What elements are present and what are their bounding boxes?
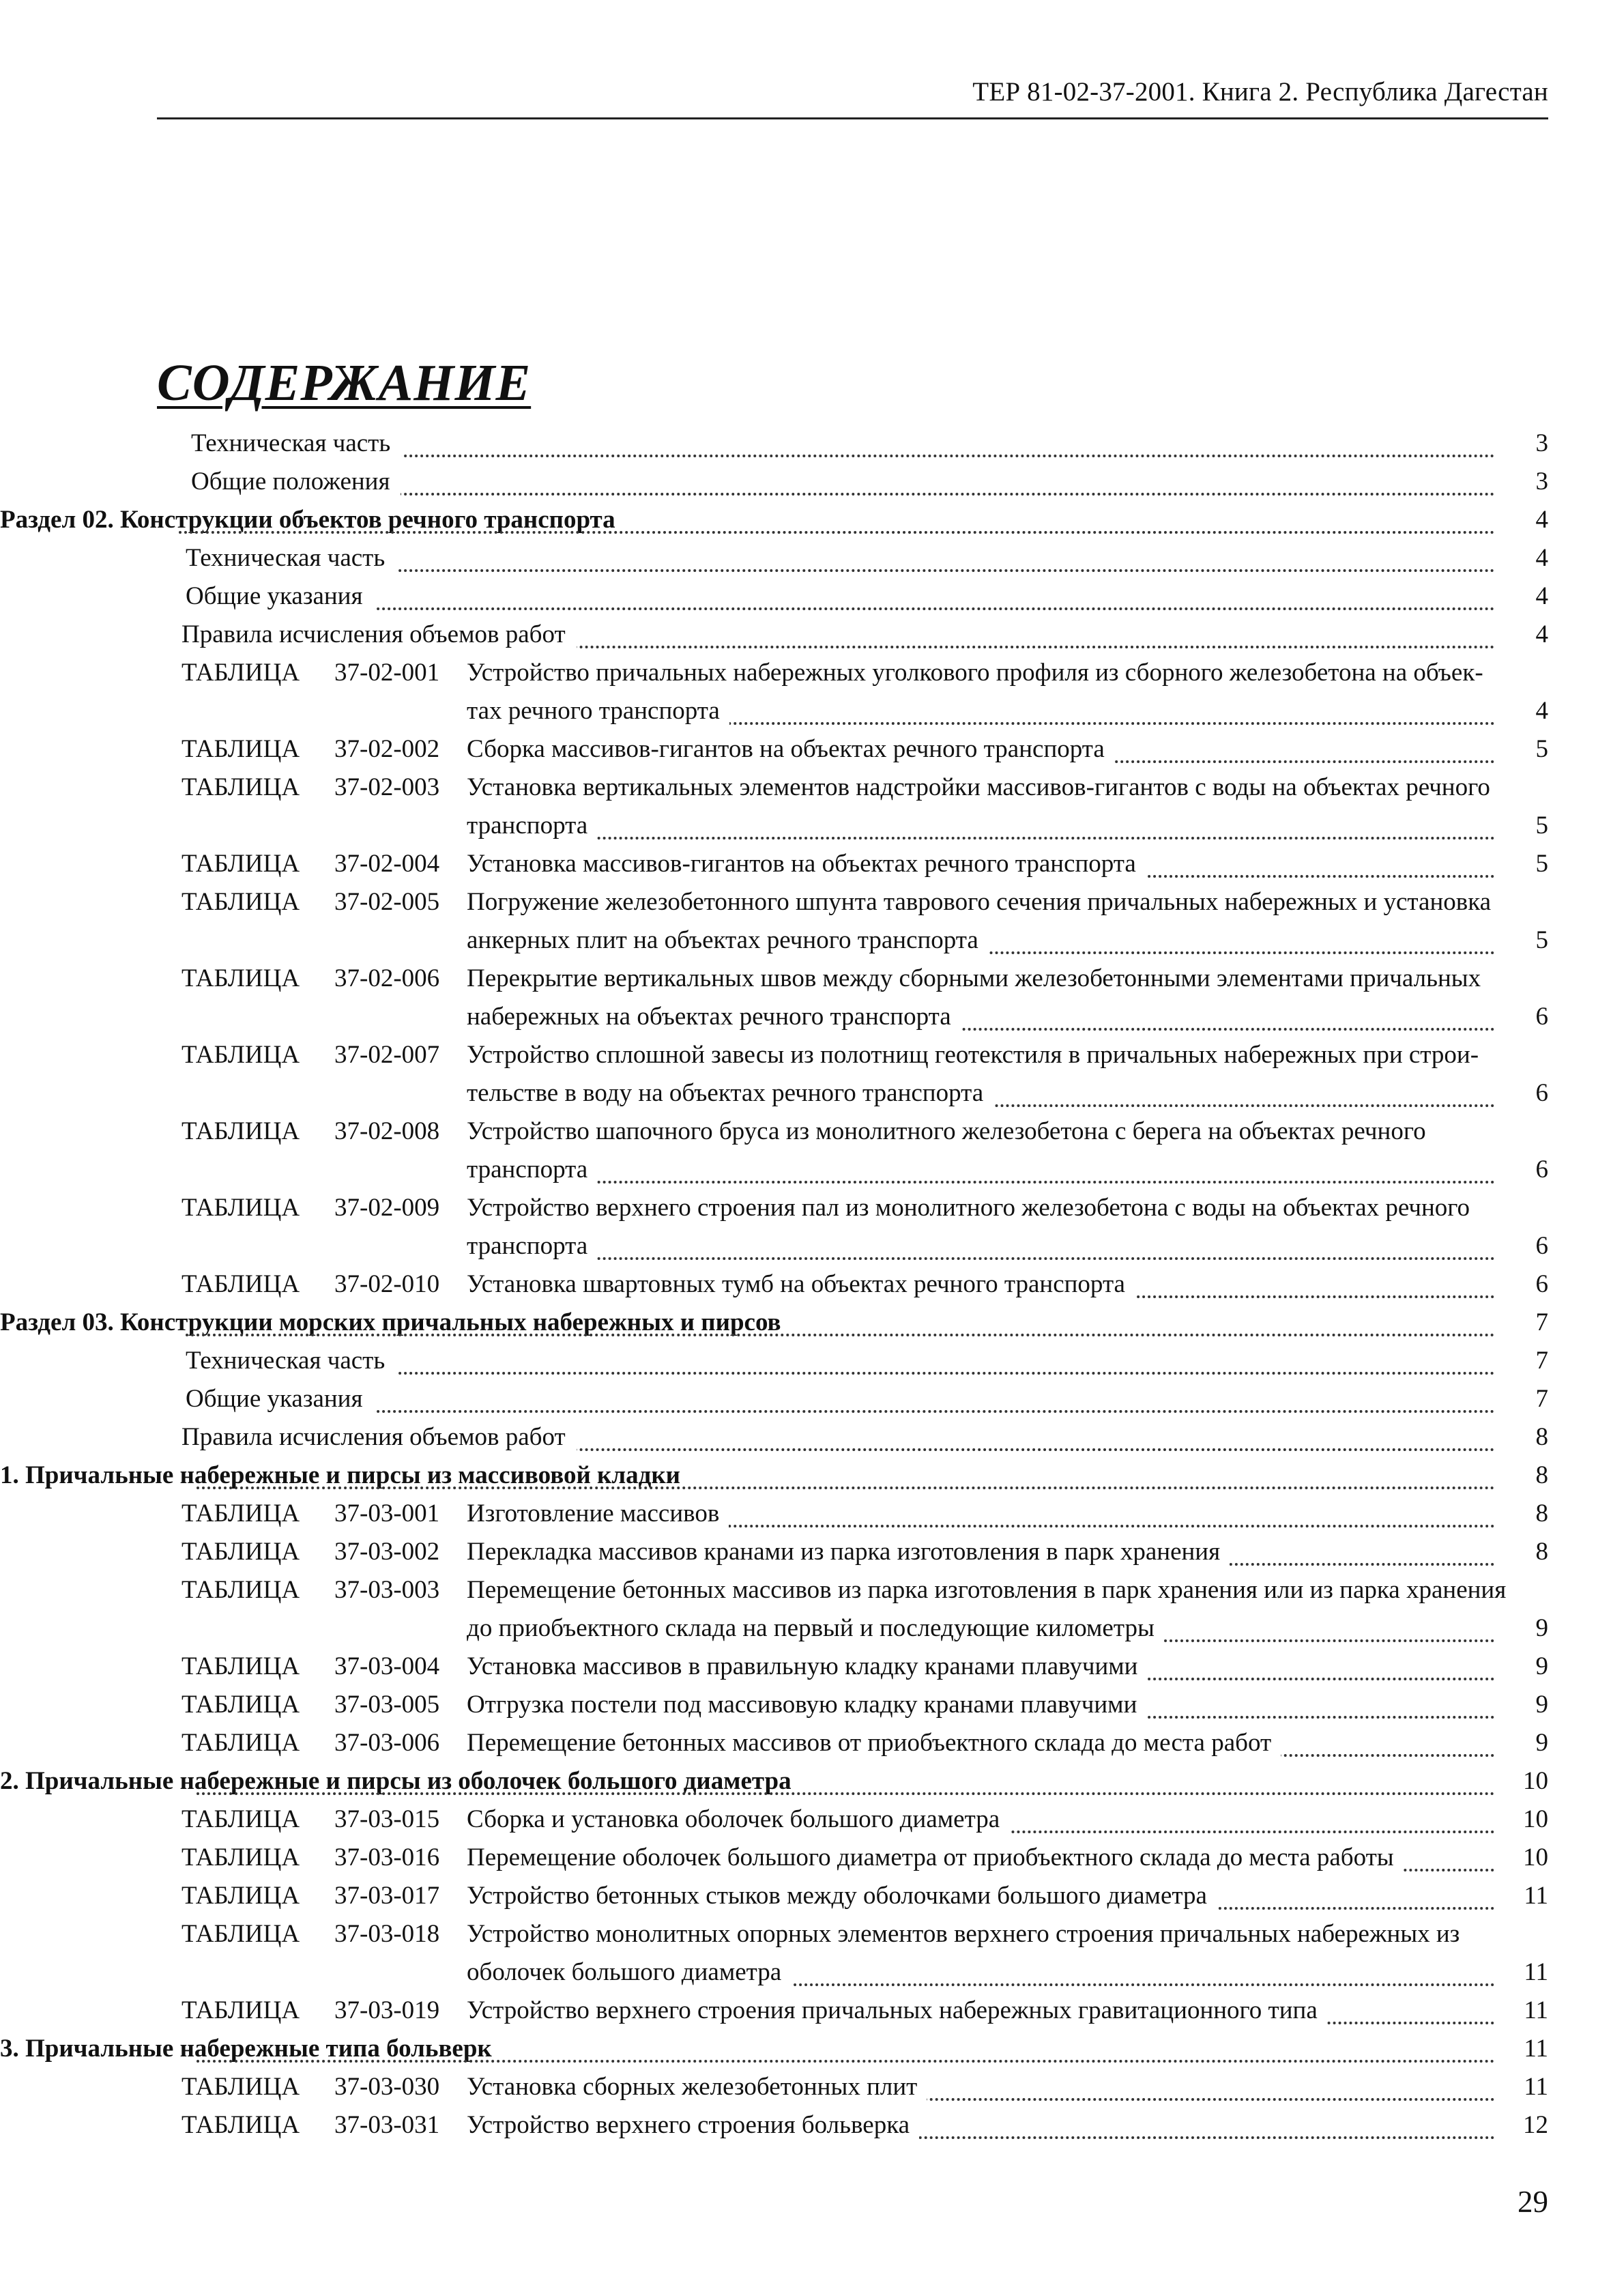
page-ref: 8: [1535, 1461, 1548, 1489]
table-title-text: Перекладка массивов кранами из парка изготовления в парк хранения: [467, 1538, 1230, 1566]
table-title: [467, 1189, 1504, 1265]
toc-table-entry: [0, 654, 1611, 730]
toc-table-entry: [0, 1533, 1611, 1571]
page-ref: 6: [1535, 1156, 1548, 1183]
table-code: 37-03-005: [334, 1691, 440, 1719]
toc-table-entry: [0, 1686, 1611, 1724]
table-label: ТАБЛИЦА: [182, 888, 300, 916]
table-title: [467, 654, 1504, 730]
table-title: [467, 1800, 1504, 1839]
entry-label: Правила исчисления объемов работ: [182, 616, 577, 654]
leader-dots: [467, 837, 1495, 840]
leader-dots: [197, 1487, 1495, 1489]
table-code: 37-02-005: [334, 888, 440, 916]
table-title-line: [467, 2068, 1504, 2106]
table-label: ТАБЛИЦА: [182, 1652, 300, 1680]
table-title-line: [467, 1953, 1504, 1992]
page-ref: 5: [1535, 926, 1548, 954]
table-title-text: Отгрузка постели под массивовую кладку кранами плавучими: [467, 1691, 1146, 1719]
toc-table-entry: [0, 1113, 1611, 1189]
table-label: ТАБЛИЦА: [182, 964, 300, 992]
toc-entry: [0, 577, 1611, 616]
entry-label: Общие положения: [191, 463, 401, 501]
table-title-line: [467, 1074, 1504, 1113]
page-ref: 4: [1535, 506, 1548, 534]
table-title-text: Перекрытие вертикальных швов между сборными железобетонными элементами причальных: [467, 964, 1490, 992]
table-label: ТАБЛИЦА: [182, 1041, 300, 1069]
table-title: [467, 960, 1504, 1036]
table-code: 37-02-004: [334, 850, 440, 878]
toc-table-entry: [0, 2068, 1611, 2106]
toc-table-entry: [0, 730, 1611, 769]
table-title-line: [467, 807, 1504, 845]
table-code: 37-03-017: [334, 1882, 440, 1910]
table-title-line: [467, 1800, 1504, 1839]
table-title: [467, 1495, 1504, 1533]
table-title-text: Устройство бетонных стыков между оболочками большого диаметра: [467, 1882, 1217, 1910]
table-label: ТАБЛИЦА: [182, 1805, 300, 1833]
page-ref: 8: [1535, 1538, 1548, 1566]
table-code: 37-03-015: [334, 1805, 440, 1833]
table-title-line: [467, 845, 1504, 883]
table-title-line: [467, 1571, 1507, 1609]
table-title-text: транспорта: [467, 1232, 597, 1260]
table-label: ТАБЛИЦА: [182, 659, 300, 687]
table-label: ТАБЛИЦА: [182, 1194, 300, 1222]
leader-dots: [467, 1257, 1495, 1260]
page-ref: 5: [1535, 812, 1548, 840]
page-header: ТЕР 81-02-37-2001. Книга 2. Республика Дагестан: [972, 77, 1548, 106]
table-title-text: оболочек большого диаметра: [467, 1958, 791, 1986]
table-title-line: [467, 1686, 1504, 1724]
page-number: 29: [1518, 2185, 1548, 2219]
toc-table-entry: [0, 1495, 1611, 1533]
table-title: [467, 1648, 1504, 1686]
table-title: [467, 1724, 1504, 1762]
table-title-line: [467, 654, 1504, 692]
table-title-text: набережных на объектах речного транспорта: [467, 1003, 961, 1031]
entry-label: 1. Причальные набережные и пирсы из массивовой кладки: [0, 1461, 680, 1489]
toc-entry: [0, 463, 1611, 501]
toc-table-entry: [0, 1800, 1611, 1839]
table-title: [467, 1915, 1504, 1992]
page-ref: 10: [1523, 1805, 1548, 1833]
toc-table-entry: [0, 1036, 1611, 1113]
page-ref: 9: [1535, 1652, 1548, 1680]
table-title: [467, 2068, 1504, 2106]
toc-entry: [0, 1342, 1611, 1380]
entry-label: Правила исчисления объемов работ: [182, 1418, 577, 1456]
table-title-text: Устройство причальных набережных уголкового профиля из сборного железобетона на объек-: [467, 659, 1493, 687]
leader-dots: [186, 1410, 1495, 1413]
toc-entry: [0, 539, 1611, 577]
leader-dots: [467, 1181, 1495, 1183]
table-title-line: [467, 2106, 1504, 2144]
table-title-text: Установка сборных железобетонных плит: [467, 2073, 927, 2101]
table-title-line: [467, 1533, 1504, 1571]
entry-label: Общие указания: [186, 577, 374, 616]
table-label: ТАБЛИЦА: [182, 2073, 300, 2101]
toc-entry: [0, 1418, 1611, 1456]
table-title-text: Перемещение оболочек большого диаметра от приобъектного склада до места работы: [467, 1843, 1404, 1871]
table-title: [467, 1992, 1504, 2030]
table-title-text: Сборка и установка оболочек большого диаметра: [467, 1805, 1009, 1833]
toc-table-entry: [0, 1265, 1611, 1304]
page-ref: 11: [1524, 1996, 1548, 2024]
toc-table-entry: [0, 960, 1611, 1036]
table-title: [467, 1839, 1504, 1877]
entry-label: Техническая часть: [191, 425, 401, 463]
table-label: ТАБЛИЦА: [182, 1576, 300, 1604]
page-ref: 6: [1535, 1232, 1548, 1260]
table-title: [467, 1265, 1504, 1304]
page-ref: 4: [1535, 544, 1548, 572]
table-title-line: [467, 1877, 1504, 1915]
table-code: 37-02-009: [334, 1194, 440, 1222]
table-title-line: [467, 921, 1504, 960]
table-code: 37-03-003: [334, 1576, 440, 1604]
toc-section-heading: [0, 1762, 1611, 1800]
table-title: [467, 769, 1504, 845]
table-code: 37-03-019: [334, 1996, 440, 2024]
toc-table-entry: [0, 1915, 1611, 1992]
table-code: 37-03-006: [334, 1729, 440, 1757]
table-code: 37-03-030: [334, 2073, 440, 2101]
table-title-line: [467, 1189, 1504, 1227]
table-title-line: [467, 1724, 1504, 1762]
toc-table-entry: [0, 769, 1611, 845]
table-label: ТАБЛИЦА: [182, 1882, 300, 1910]
toc-table-entry: [0, 1877, 1611, 1915]
toc-table-entry: [0, 2106, 1611, 2144]
table-code: 37-02-002: [334, 735, 440, 763]
entry-label: Техническая часть: [186, 539, 396, 577]
toc-section-heading: [0, 1304, 1611, 1342]
toc-table-entry: [0, 1571, 1611, 1648]
entry-label: Общие указания: [186, 1380, 374, 1418]
table-code: 37-03-016: [334, 1843, 440, 1871]
table-title-line: [467, 1839, 1504, 1877]
table-label: ТАБЛИЦА: [182, 1691, 300, 1719]
table-code: 37-02-003: [334, 773, 440, 801]
leader-dots: [186, 607, 1495, 610]
table-title: [467, 2106, 1504, 2144]
table-label: ТАБЛИЦА: [182, 1843, 300, 1871]
table-title: [467, 883, 1504, 960]
table-title-line: [467, 1227, 1504, 1265]
table-code: 37-02-007: [334, 1041, 440, 1069]
table-title-text: Установка массивов-гигантов на объектах речного транспорта: [467, 850, 1146, 878]
page-ref: 7: [1535, 1347, 1548, 1375]
table-label: ТАБЛИЦА: [182, 735, 300, 763]
table-title-line: [467, 1609, 1504, 1648]
table-code: 37-02-006: [334, 964, 440, 992]
table-title-text: Установка швартовных тумб на объектах речного транспорта: [467, 1270, 1135, 1298]
table-title-line: [467, 1265, 1504, 1304]
page-ref: 9: [1535, 1614, 1548, 1642]
page-ref: 6: [1535, 1270, 1548, 1298]
page-ref: 9: [1535, 1691, 1548, 1719]
table-title-text: Перемещение бетонных массивов из парка изготовления в парк хранения или из парка хранения: [467, 1576, 1515, 1604]
leader-dots: [179, 531, 1495, 534]
toc-table-entry: [0, 845, 1611, 883]
table-title-line: [467, 730, 1504, 769]
page-ref: 7: [1535, 1385, 1548, 1413]
toc-heading: СОДЕРЖАНИЕ: [157, 354, 532, 412]
table-title: [467, 730, 1504, 769]
entry-label: Техническая часть: [186, 1342, 396, 1380]
table-title: [467, 1036, 1504, 1113]
page-ref: 4: [1535, 582, 1548, 610]
table-title-line: [467, 998, 1504, 1036]
page-ref: 10: [1523, 1843, 1548, 1871]
table-title-text: Установка вертикальных элементов надстройки массивов-гигантов с воды на объектах речного: [467, 773, 1500, 801]
toc-table-entry: [0, 1992, 1611, 2030]
table-title-text: тельстве в воду на объектах речного транспорта: [467, 1079, 993, 1107]
page-ref: 4: [1535, 697, 1548, 725]
table-title-line: [467, 1648, 1504, 1686]
table-title-text: Устройство шапочного бруса из монолитного железобетона с берега на объектах речного: [467, 1117, 1436, 1145]
toc-table-entry: [0, 883, 1611, 960]
table-label: ТАБЛИЦА: [182, 773, 300, 801]
table-code: 37-03-004: [334, 1652, 440, 1680]
toc-table-entry: [0, 1189, 1611, 1265]
table-title-line: [467, 1992, 1504, 2030]
entry-label: Раздел 02. Конструкции объектов речного транспорта: [0, 506, 615, 534]
table-title: [467, 1571, 1507, 1648]
page-ref: 9: [1535, 1729, 1548, 1757]
leader-dots: [197, 1792, 1495, 1795]
page-ref: 3: [1535, 468, 1548, 496]
page-ref: 8: [1535, 1423, 1548, 1451]
page-ref: 6: [1535, 1003, 1548, 1031]
table-title-text: Устройство верхнего строения причальных набережных гравитационного типа: [467, 1996, 1327, 2024]
leader-dots: [186, 1334, 1495, 1336]
table-label: ТАБЛИЦА: [182, 850, 300, 878]
table-title-line: [467, 960, 1504, 998]
page-ref: 11: [1524, 1882, 1548, 1910]
page-ref: 5: [1535, 850, 1548, 878]
toc-table-entry: [0, 1648, 1611, 1686]
table-title-text: Сборка массивов-гигантов на объектах речного транспорта: [467, 735, 1114, 763]
toc-table-entry: [0, 1839, 1611, 1877]
table-label: ТАБЛИЦА: [182, 1499, 300, 1527]
page-ref: 7: [1535, 1308, 1548, 1336]
table-title-line: [467, 1151, 1504, 1189]
page-ref: 11: [1524, 2073, 1548, 2101]
table-title-text: Перемещение бетонных массивов от приобъектного склада до места работ: [467, 1729, 1281, 1757]
header-rule: [157, 117, 1548, 119]
table-title-text: до приобъектного склада на первый и последующие километры: [467, 1614, 1164, 1642]
toc-entry: [0, 616, 1611, 654]
table-title-text: транспорта: [467, 812, 597, 840]
table-label: ТАБЛИЦА: [182, 1270, 300, 1298]
table-title-line: [467, 1113, 1504, 1151]
table-code: 37-02-001: [334, 659, 440, 687]
table-title-line: [467, 692, 1504, 730]
table-title-text: Погружение железобетонного шпунта таврового сечения причальных набережных и установка: [467, 888, 1500, 916]
table-title-text: Устройство сплошной завесы из полотнищ геотекстиля в причальных набережных при строи-: [467, 1041, 1488, 1069]
table-title: [467, 1533, 1504, 1571]
table-title-line: [467, 883, 1504, 921]
toc-section-heading: [0, 2030, 1611, 2068]
table-code: 37-03-001: [334, 1499, 440, 1527]
table-code: 37-03-002: [334, 1538, 440, 1566]
table-label: ТАБЛИЦА: [182, 1538, 300, 1566]
page-ref: 11: [1524, 1958, 1548, 1986]
table-title: [467, 1686, 1504, 1724]
table-title-text: Устройство верхнего строения больверка: [467, 2111, 919, 2139]
toc-section-heading: [0, 1456, 1611, 1495]
page-ref: 4: [1535, 620, 1548, 648]
table-label: ТАБЛИЦА: [182, 1117, 300, 1145]
page-ref: 10: [1523, 1767, 1548, 1795]
table-label: ТАБЛИЦА: [182, 1920, 300, 1948]
entry-label: 2. Причальные набережные и пирсы из оболочек большого диаметра: [0, 1767, 792, 1795]
table-title-text: тах речного транспорта: [467, 697, 729, 725]
page-ref: 5: [1535, 735, 1548, 763]
table-code: 37-02-008: [334, 1117, 440, 1145]
table-title-line: [467, 1036, 1504, 1074]
table-title: [467, 845, 1504, 883]
table-code: 37-02-010: [334, 1270, 440, 1298]
toc-section-heading: [0, 501, 1611, 539]
table-title: [467, 1877, 1504, 1915]
page-ref: 3: [1535, 429, 1548, 457]
table-title-line: [467, 1915, 1504, 1953]
table-code: 37-03-018: [334, 1920, 440, 1948]
toc-entry: [0, 425, 1611, 463]
table-title: [467, 1113, 1504, 1189]
toc-entry: [0, 1380, 1611, 1418]
table-title-text: Установка массивов в правильную кладку кранами плавучими: [467, 1652, 1147, 1680]
entry-label: 3. Причальные набережные типа больверк: [0, 2035, 492, 2063]
page-ref: 11: [1524, 2035, 1548, 2063]
table-title-line: [467, 1495, 1504, 1533]
table-code: 37-03-031: [334, 2111, 440, 2139]
table-label: ТАБЛИЦА: [182, 1996, 300, 2024]
toc-table-entry: [0, 1724, 1611, 1762]
page-ref: 12: [1523, 2111, 1548, 2139]
leader-dots: [197, 2060, 1495, 2063]
page-ref: 8: [1535, 1499, 1548, 1527]
table-title-text: анкерных плит на объектах речного транспорта: [467, 926, 988, 954]
table-title-line: [467, 769, 1504, 807]
entry-label: Раздел 03. Конструкции морских причальных набережных и пирсов: [0, 1308, 781, 1336]
table-title-text: транспорта: [467, 1156, 597, 1183]
table-title-text: Устройство верхнего строения пал из монолитного железобетона с воды на объектах речного: [467, 1194, 1479, 1222]
table-label: ТАБЛИЦА: [182, 1729, 300, 1757]
table-label: ТАБЛИЦА: [182, 2111, 300, 2139]
table-title-text: Изготовление массивов: [467, 1499, 729, 1527]
table-title-text: Устройство монолитных опорных элементов верхнего строения причальных набережных из: [467, 1920, 1469, 1948]
page-ref: 6: [1535, 1079, 1548, 1107]
